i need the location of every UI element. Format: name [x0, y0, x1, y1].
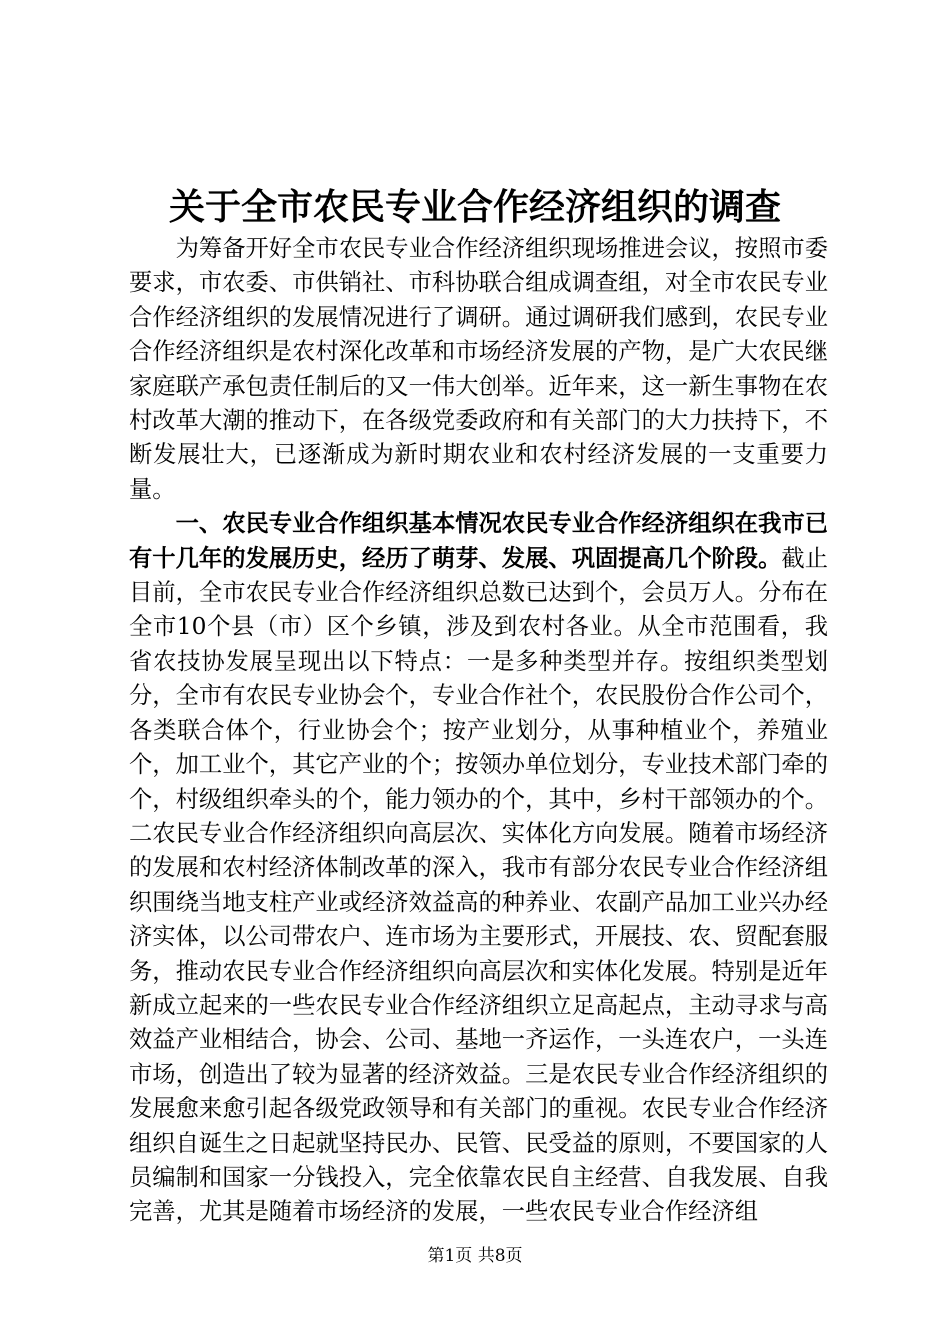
section-one-paragraph	[129, 507, 828, 1230]
document-title: 关于全市农民专业合作经济组织的调查	[168, 186, 781, 228]
section-one-heading: 一、农民专业合作组织基本情况农民专业合作经济组织在我市已有十几年的发展历史，经历了萌芽、发展、巩固提高几个阶段。	[129, 510, 828, 572]
document-body	[129, 232, 828, 1230]
intro-paragraph	[129, 232, 828, 507]
intro-paragraph-text: 为筹备开好全市农民专业合作经济组织现场推进会议，按照市委要求，市农委、市供销社、市科协联合组成调查组，对全市农民专业合作经济组织的发展情况进行了调研。通过调研我们感到，农民专业合作经济组织是农村深化改革和市场经济发展的产物，是广大农民继家庭联产承包责任制后的又一伟大创举。近年来，这一新生事物在农村改革大潮的推动下，在各级党委政府和有关部门的大力扶持下，不断发展壮大，已逐渐成为新时期农业和农村经济发展的一支重要力量。	[129, 235, 828, 503]
section-one-text: 截止目前，全市农民专业合作经济组织总数已达到个，会员万人。分布在全市10个县（市）区个乡镇，涉及到农村各业。从全市范围看，我省农技协发展呈现出以下特点：一是多种类型并存。按组织类型划分，全市有农民专业协会个，专业合作社个，农民股份合作公司个，各类联合体个，行业协会个；按产业划分，从事种植业个，养殖业个，加工业个，其它产业的个；按领办单位划分，专业技术部门牵的个，村级组织牵头的个，能力领办的个，其中，乡村干部领办的个。二农民专业合作经济组织向高层次、实体化方向发展。随着市场经济的发展和农村经济体制改革的深入，我市有部分农民专业合作经济组织围绕当地支柱产业或经济效益高的种养业、农副产品加工业兴办经济实体，以公司带农户、连市场为主要形式，开展技、农、贸配套服务，推动农民专业合作经济组织向高层次和实体化发展。特别是近年新成立起来的一些农民专业合作经济组织立足高起点，主动寻求与高效益产业相结合，协会、公司、基地一齐运作，一头连农户，一头连市场，创造出了较为显著的经济效益。三是农民专业合作经济组织的发展愈来愈引起各级党政领导和有关部门的重视。农民专业合作经济组织自诞生之日起就坚持民办、民管、民受益的原则，不要国家的人员编制和国家一分钱投入，完全依靠农民自主经营、自我发展、自我完善，尤其是随着市场经济的发展，一些农民专业合作经济组	[129, 544, 829, 1226]
page-number-footer: 第1页 共8页	[427, 1246, 523, 1266]
